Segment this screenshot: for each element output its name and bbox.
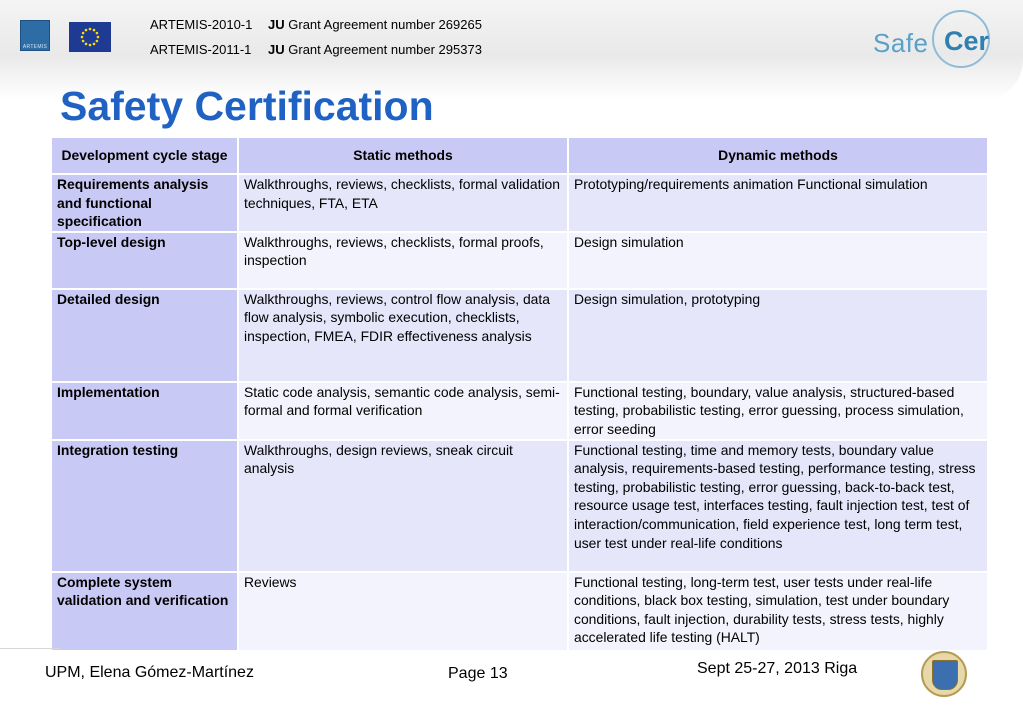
safecer-logo	[870, 8, 995, 74]
static-cell: Walkthroughs, reviews, checklists, formal proofs, inspection	[238, 232, 568, 289]
dynamic-cell: Functional testing, boundary, value analysis, structured-based testing, probabilistic testing, error guessing, process simulation, error seeding	[568, 382, 988, 440]
grant-ju: JU	[268, 42, 285, 57]
grant-text: Grant Agreement number 269265	[288, 17, 482, 32]
grant-row-1	[150, 17, 482, 32]
certification-table	[50, 136, 989, 652]
table-row	[51, 232, 988, 289]
static-cell: Reviews	[238, 572, 568, 651]
stage-cell: Implementation	[51, 382, 238, 440]
university-seal-icon	[921, 651, 967, 697]
dynamic-cell: Functional testing, long-term test, user tests under real-life conditions, black box testing, simulation, test under boundary conditions, fault injection, durability tests, stress tests, highly accelerated life testing (HALT)	[568, 572, 988, 651]
grant-code: ARTEMIS-2010-1	[150, 17, 253, 32]
table-row	[51, 382, 988, 440]
stage-cell: Top-level design	[51, 232, 238, 289]
table-header-row	[51, 137, 988, 174]
stage-cell: Requirements analysis and functional specification	[51, 174, 238, 232]
static-cell: Walkthroughs, reviews, control flow analysis, data flow analysis, symbolic execution, checklists, inspection, FMEA, FDIR effectiveness analysis	[238, 289, 568, 382]
column-header-stage: Development cycle stage	[51, 137, 238, 174]
table-row	[51, 572, 988, 651]
table-row	[51, 440, 988, 572]
column-header-dynamic: Dynamic methods	[568, 137, 988, 174]
page-title: Safety Certification	[60, 83, 434, 129]
footer-divider	[0, 648, 60, 649]
footer-page-number: Page 13	[448, 665, 508, 682]
static-cell: Walkthroughs, reviews, checklists, formal validation techniques, FTA, ETA	[238, 174, 568, 232]
stage-cell: Detailed design	[51, 289, 238, 382]
eu-flag-icon	[69, 22, 111, 52]
table-row	[51, 289, 988, 382]
column-header-static: Static methods	[238, 137, 568, 174]
grant-row-2	[150, 42, 482, 57]
footer-author: UPM, Elena Gómez-Martínez	[45, 664, 254, 681]
stage-cell: Complete system validation and verification	[51, 572, 238, 651]
artemis-logo-text: ARTEMIS	[22, 44, 48, 50]
artemis-logo-icon	[20, 20, 50, 51]
footer-date: Sept 25-27, 2013 Riga	[697, 660, 858, 677]
dynamic-cell: Prototyping/requirements animation Functional simulation	[568, 174, 988, 232]
stage-cell: Integration testing	[51, 440, 238, 572]
grant-code: ARTEMIS-2011-1	[150, 42, 252, 57]
dynamic-cell: Design simulation	[568, 232, 988, 289]
dynamic-cell: Functional testing, time and memory tests, boundary value analysis, requirements-based testing, performance testing, stress testing, probabilistic testing, error guessing, back-to-back test, resource usage test, interfaces testing, fault injection test, test of interaction/communication, field experience test, long term test, user test under real-life conditions	[568, 440, 988, 572]
dynamic-cell: Design simulation, prototyping	[568, 289, 988, 382]
grant-text: Grant Agreement number 295373	[288, 42, 482, 57]
safecer-safe-text: Safe	[873, 28, 929, 58]
table-row	[51, 174, 988, 232]
seal-shield-icon	[932, 660, 958, 690]
safecer-cer-text: Cer	[944, 26, 990, 56]
grant-ju: JU	[268, 17, 285, 32]
static-cell: Walkthroughs, design reviews, sneak circuit analysis	[238, 440, 568, 572]
static-cell: Static code analysis, semantic code analysis, semi-formal and formal verification	[238, 382, 568, 440]
